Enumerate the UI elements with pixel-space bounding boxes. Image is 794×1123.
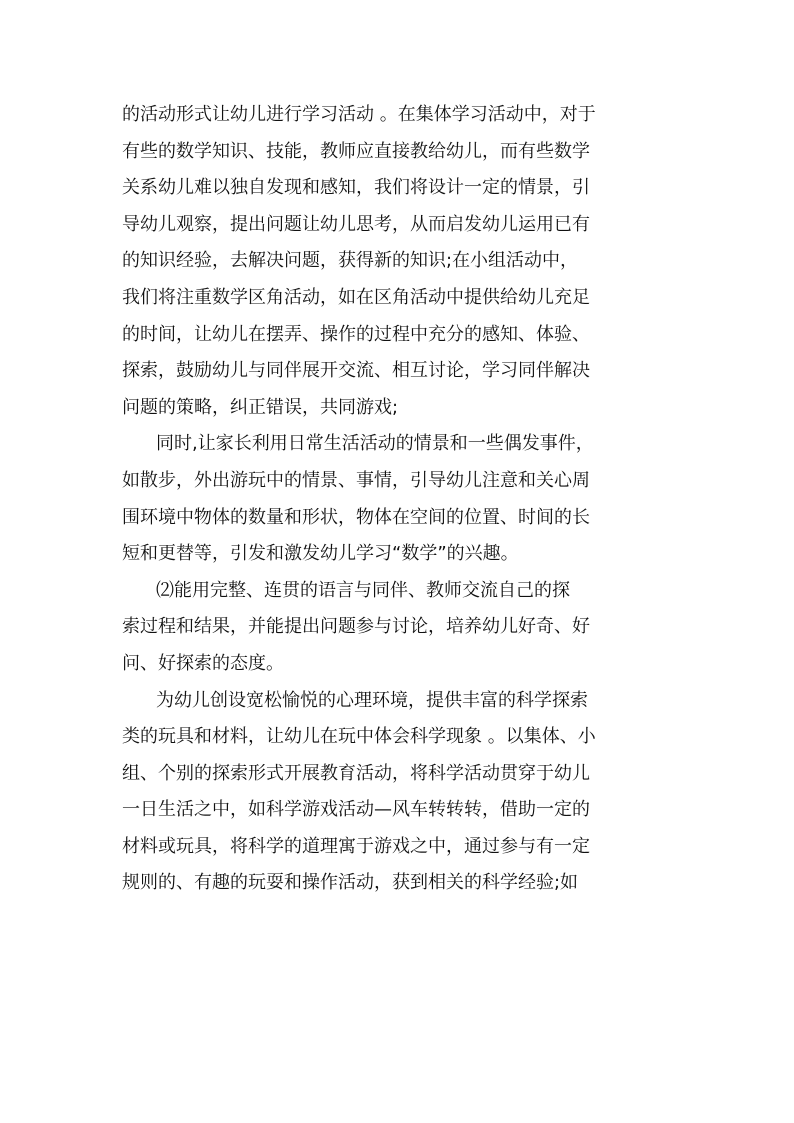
text-line: 为幼儿创设宽松愉悦的心理环境，提供丰富的科学探索 [156, 689, 588, 711]
text-line: 关系幼儿难以独自发现和感知，我们将设计一定的情景，引 [122, 177, 590, 199]
text-line: 的知识经验，去解决问题，获得新的知识;在小组活动中， [122, 250, 579, 272]
text-line: 同时,让家长利用日常生活活动的情景和一些偶发事件， [156, 433, 594, 455]
text-line: 的活动形式让幼儿进行学习活动 。在集体学习活动中，对于 [122, 104, 596, 125]
text-line: ⑵能用完整、连贯的语言与同伴、教师交流自己的探 [156, 579, 570, 601]
text-line: 组、个别的探索形式开展教育活动，将科学活动贯穿于幼儿 [122, 762, 590, 784]
text-line: 导幼儿观察，提出问题让幼儿思考，从而启发幼儿运用已有 [122, 213, 590, 235]
text-line: 探索，鼓励幼儿与同伴展开交流、相互讨论，学习同伴解决 [122, 360, 590, 382]
text-line: 材料或玩具，将科学的道理寓于游戏之中，通过参与有一定 [122, 835, 590, 857]
document-body [122, 97, 682, 902]
text-line: 我们将注重数学区角活动，如在区角活动中提供给幼儿充足 [122, 286, 590, 308]
text-line: 如散步，外出游玩中的情景、事情，引导幼儿注意和关心周 [122, 469, 590, 491]
text-line: 问、好探索的态度。 [122, 652, 284, 674]
text-line: 类的玩具和材料，让幼儿在玩中体会科学现象 。以集体、小 [122, 726, 596, 748]
text-line: 有些的数学知识、技能，教师应直接教给幼儿，而有些数学 [122, 140, 590, 162]
text-line: 一日生活之中，如科学游戏活动—风车转转转，借助一定的 [122, 799, 590, 821]
text-line: 索过程和结果，并能提出问题参与讨论，培养幼儿好奇、好 [122, 616, 590, 638]
text-line: 规则的、有趣的玩耍和操作活动，获到相关的科学经验;如 [122, 872, 579, 894]
text-line: 问题的策略，纠正错误，共同游戏; [122, 396, 399, 418]
text-line: 围环境中物体的数量和形状，物体在空间的位置、时间的长 [122, 506, 590, 528]
text-line: 短和更替等，引发和激发幼儿学习“数学”的兴趣。 [122, 543, 519, 565]
text-line: 的时间，让幼儿在摆弄、操作的过程中充分的感知、体验、 [122, 323, 590, 345]
